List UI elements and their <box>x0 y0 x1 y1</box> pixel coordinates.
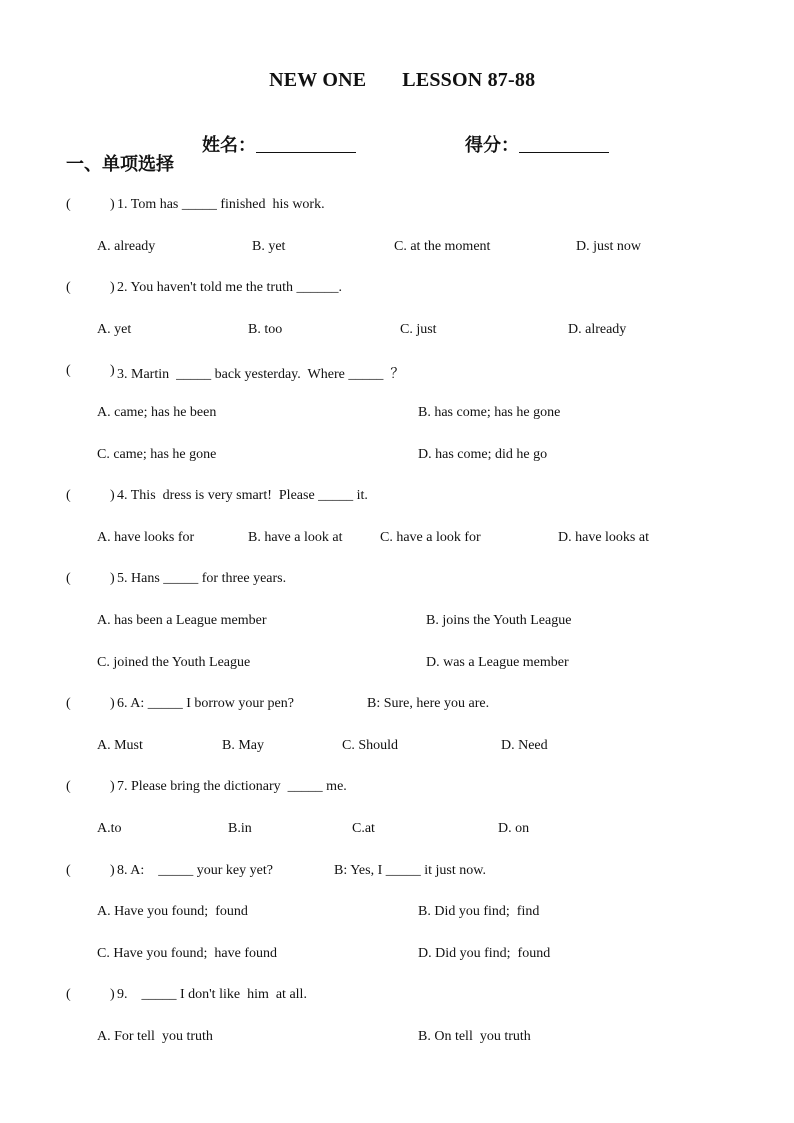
option-d: D. Did you find; found <box>418 946 551 961</box>
option-b: B. May <box>222 738 264 753</box>
option-b: B. joins the Youth League <box>426 613 572 628</box>
question-stem: 1. Tom has _____ finished his work. <box>117 197 325 212</box>
answer-paren-open: ( <box>66 987 71 1002</box>
section-heading: 一、单项选择 <box>66 154 174 174</box>
title-left: NEW ONE <box>269 69 367 91</box>
answer-paren-open: ( <box>66 863 71 878</box>
score-blank[interactable] <box>519 134 609 153</box>
option-a: A. yet <box>97 322 132 337</box>
option-b: B. Did you find; find <box>418 904 540 919</box>
option-b: B. On tell you truth <box>418 1029 531 1044</box>
answer-paren-open: ( <box>66 488 71 503</box>
option-a: A. have looks for <box>97 530 195 545</box>
page-title <box>0 46 794 92</box>
option-c: C. at the moment <box>394 239 491 254</box>
answer-paren-close: ) <box>110 363 115 378</box>
question-stem-b: B: Sure, here you are. <box>367 696 490 711</box>
option-a: A.to <box>97 821 122 836</box>
question-stem: 9. _____ I don't like him at all. <box>117 987 307 1002</box>
answer-paren-open: ( <box>66 197 71 212</box>
option-a: A. came; has he been <box>97 405 217 420</box>
question-stem-b: B: Yes, I _____ it just now. <box>334 863 486 878</box>
answer-paren-open: ( <box>66 280 71 295</box>
question-stem: 8. A: _____ your key yet? <box>117 863 273 878</box>
score-field <box>456 110 609 157</box>
option-d: D. has come; did he go <box>418 447 548 462</box>
option-d: D. Need <box>501 738 548 753</box>
title-right: LESSON 87-88 <box>402 69 536 91</box>
question-stem: 3. Martin _____ back yesterday. Where _____ ？ <box>117 367 405 382</box>
question-stem: 5. Hans _____ for three years. <box>117 571 287 586</box>
option-c: C. Have you found; have found <box>97 946 278 961</box>
question-stem: 7. Please bring the dictionary _____ me. <box>117 779 347 794</box>
question-stem: 6. A: _____ I borrow your pen? <box>117 696 294 711</box>
answer-paren-open: ( <box>66 571 71 586</box>
answer-paren-open: ( <box>66 363 71 378</box>
option-c: C. Should <box>342 738 399 753</box>
option-d: D. was a League member <box>426 655 569 670</box>
question-stem: 2. You haven't told me the truth ______. <box>117 280 342 295</box>
answer-paren-close: ) <box>110 280 115 295</box>
question-stem: 4. This dress is very smart! Please _____ it. <box>117 488 368 503</box>
option-d: D. just now <box>576 239 641 254</box>
option-b: B. yet <box>252 239 286 254</box>
option-a: A. Must <box>97 738 143 753</box>
option-c: C. have a look for <box>380 530 481 545</box>
option-a: A. already <box>97 239 156 254</box>
option-c: C. came; has he gone <box>97 447 217 462</box>
option-d: D. have looks at <box>558 530 649 545</box>
answer-paren-open: ( <box>66 779 71 794</box>
option-b: B. has come; has he gone <box>418 405 561 420</box>
option-d: D. on <box>498 821 530 836</box>
name-label: 姓名： <box>202 135 256 155</box>
option-d: D. already <box>568 322 627 337</box>
option-c: C. joined the Youth League <box>97 655 251 670</box>
answer-paren-close: ) <box>110 488 115 503</box>
option-c: C. just <box>400 322 437 337</box>
option-a: A. For tell you truth <box>97 1029 213 1044</box>
option-c: C.at <box>352 821 375 836</box>
answer-paren-close: ) <box>110 571 115 586</box>
option-a: A. has been a League member <box>97 613 267 628</box>
score-label: 得分： <box>465 135 519 155</box>
option-b: B. too <box>248 322 283 337</box>
answer-paren-close: ) <box>110 779 115 794</box>
option-a: A. Have you found; found <box>97 904 248 919</box>
name-blank[interactable] <box>256 134 356 153</box>
option-b: B.in <box>228 821 252 836</box>
name-field <box>193 110 356 157</box>
answer-paren-close: ) <box>110 696 115 711</box>
option-b: B. have a look at <box>248 530 343 545</box>
answer-paren-close: ) <box>110 987 115 1002</box>
answer-paren-close: ) <box>110 863 115 878</box>
answer-paren-close: ) <box>110 197 115 212</box>
answer-paren-open: ( <box>66 696 71 711</box>
